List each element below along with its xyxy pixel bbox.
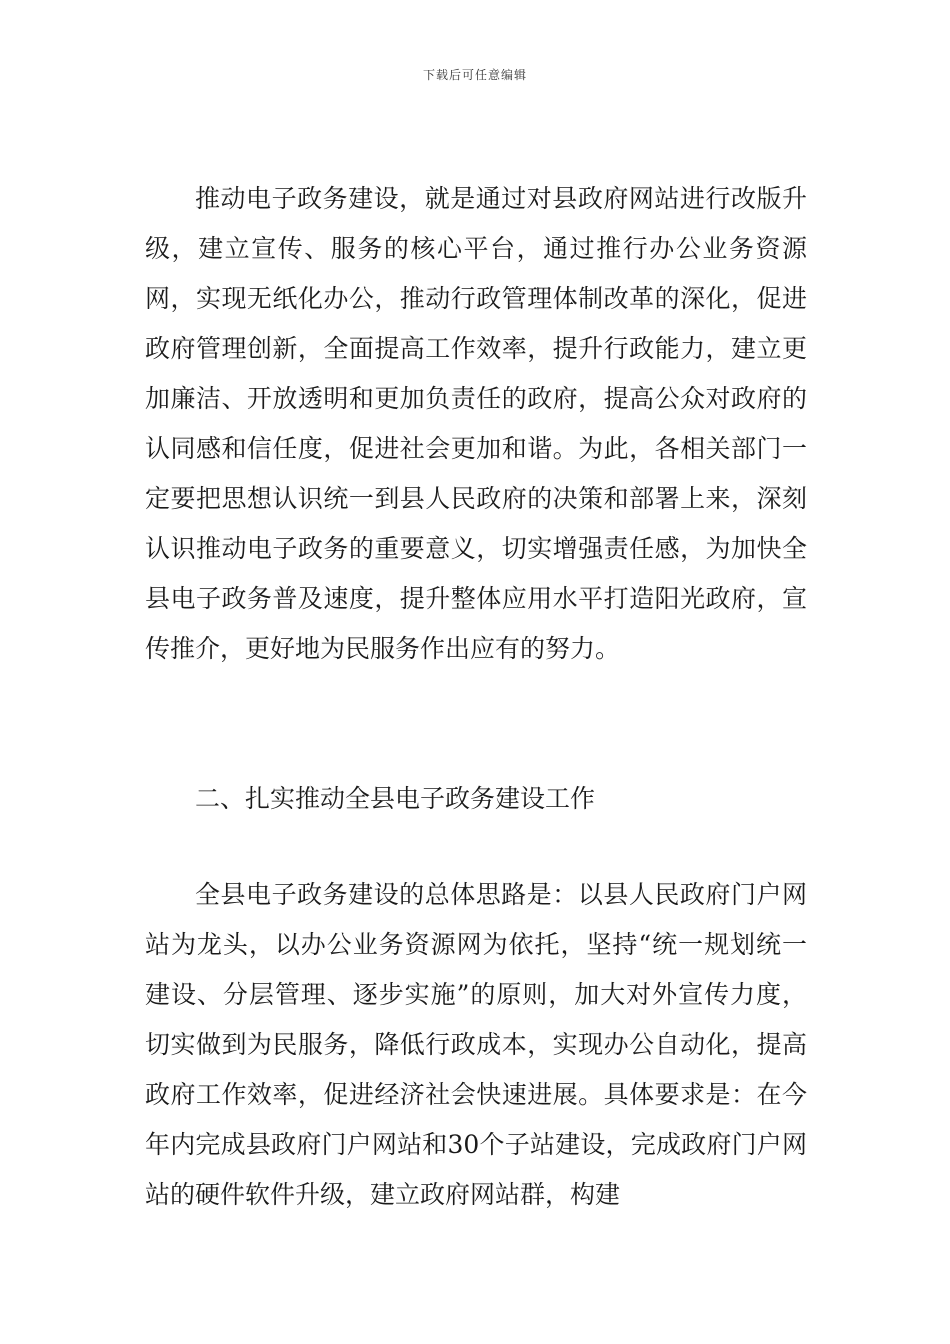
body-paragraph: 全县电子政务建设的总体思路是：以县人民政府门户网站为龙头，以办公业务资源网为依托，坚持“统一规划统一建设、分层管理、逐步实施”的原则，加大对外宣传力度，切实做到为民服务，降低行政成本，实现办公自动化，提高政府工作效率，促进经济社会快速进展。具体要求是：在今年内完成县政府门户网站和30个子站建设，完成政府门户网站的硬件软件升级，建立政府网站群，构建: [145, 880, 807, 1209]
section-heading: 二、扎实推动全县电子政务建设工作: [195, 784, 596, 813]
page-header-note: 下载后可任意编辑: [422, 68, 527, 82]
body-paragraph: 推动电子政务建设，就是通过对县政府网站进行改版升级，建立宣传、服务的核心平台，通过推行办公业务资源网，实现无纸化办公，推动行政管理体制改革的深化，促进政府管理创新，全面提高工作效率，提升行政能力，建立更加廉洁、开放透明和更加负责任的政府，提高公众对政府的认同感和信任度，促进社会更加和谐。为此，各相关部门一定要把思想认识统一到县人民政府的决策和部署上来，深刻认识推动电子政务的重要意义，切实增强责任感，为加快全县电子政务普及速度，提升整体应用水平打造阳光政府，宣传推介，更好地为民服务作出应有的努力。: [145, 184, 807, 663]
